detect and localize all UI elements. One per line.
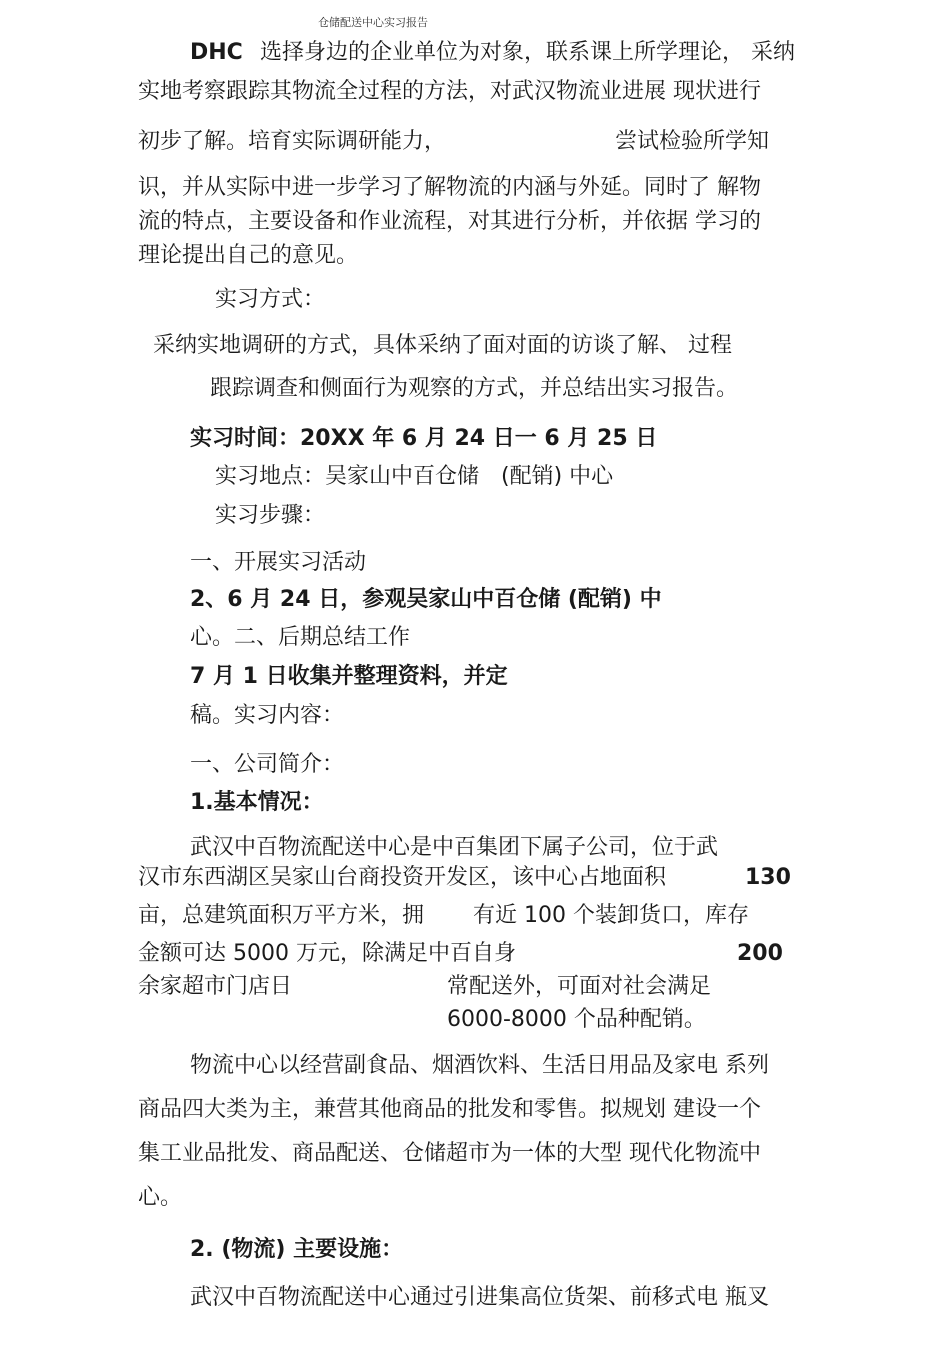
text-line-31: 武汉中百物流配送中心通过引进集高位货架、前移式电 瓶叉 — [190, 1285, 769, 1310]
page-header-title: 仓储配送中心实习报告 — [318, 16, 428, 29]
text-line-4: 识，并从实际中进一步学习了解物流的内涵与外延。同时了 解物 — [138, 175, 761, 200]
text-line-28: 集工业品批发、商品配送、仓储超市为一体的大型 现代化物流中 — [138, 1141, 761, 1166]
text-line-23-left: 金额可达 5000 万元，除满足中百自身 — [138, 941, 516, 966]
text-line-6: 理论提出自己的意见。 — [138, 243, 359, 268]
text-line-14: 2、6 月 24 日，参观吴家山中百仓储 (配销) 中 — [190, 587, 662, 612]
text-line-22-right: 有近 100 个装卸货口，库存 — [473, 903, 749, 928]
text-line-21-left: 汉市东西湖区吴家山台商投资开发区，该中心占地面积 — [138, 865, 667, 890]
text-line-13: 一、开展实习活动 — [190, 550, 367, 575]
internship-time: 实习时间：20XX 年 6 月 24 日一 6 月 25 日 — [190, 426, 658, 451]
text-line-16: 7 月 1 日收集并整理资料，并定 — [190, 664, 508, 689]
text-line-21-right: 130 — [745, 865, 791, 890]
internship-location: 实习地点：吴家山中百仓储 (配销) 中心 — [215, 464, 614, 489]
text-line-25: 6000-8000 个品种配销。 — [447, 1007, 706, 1032]
text-line-24-right: 常配送外，可面对社会满足 — [447, 974, 712, 999]
text-line-1: 选择身边的企业单位为对象，联系课上所学理论， 采纳 — [260, 40, 795, 65]
text-line-26: 物流中心以经营副食品、烟酒饮料、生活日用品及家电 系列 — [190, 1053, 769, 1078]
text-line-2: 实地考察跟踪其物流全过程的方法，对武汉物流业进展 现状进行 — [138, 79, 761, 104]
text-line-27: 商品四大类为主，兼营其他商品的批发和零售。拟规划 建设一个 — [138, 1097, 761, 1122]
text-line-1-lead: DHC — [190, 40, 243, 65]
text-line-23-right: 200 — [737, 941, 783, 966]
text-line-3-right: 尝试检验所学知 — [615, 129, 770, 154]
subheading-facilities: 2. (物流) 主要设施： — [190, 1237, 404, 1262]
text-line-15: 心。二、后期总结工作 — [190, 625, 411, 650]
text-line-3-left: 初步了解。培育实际调研能力， — [138, 129, 447, 154]
section-label-steps: 实习步骤： — [215, 503, 326, 528]
text-line-9: 跟踪调查和侧面行为观察的方式，并总结出实习报告。 — [210, 376, 739, 401]
section-heading-company: 一、公司简介： — [190, 752, 345, 777]
text-line-29: 心。 — [138, 1185, 183, 1210]
section-label-method: 实习方式： — [215, 287, 326, 312]
text-line-17: 稿。实习内容： — [190, 703, 345, 728]
text-line-8: 采纳实地调研的方式，具体采纳了面对面的访谈了解、 过程 — [153, 333, 732, 358]
text-line-24-left: 余家超市门店日 — [138, 974, 293, 999]
text-line-20: 武汉中百物流配送中心是中百集团下属子公司，位于武 — [190, 835, 719, 860]
text-line-22-left: 亩，总建筑面积万平方米，拥 — [138, 903, 425, 928]
subheading-basic-info: 1.基本情况： — [190, 790, 324, 815]
text-line-5: 流的特点，主要设备和作业流程，对其进行分析，并依据 学习的 — [138, 209, 761, 234]
